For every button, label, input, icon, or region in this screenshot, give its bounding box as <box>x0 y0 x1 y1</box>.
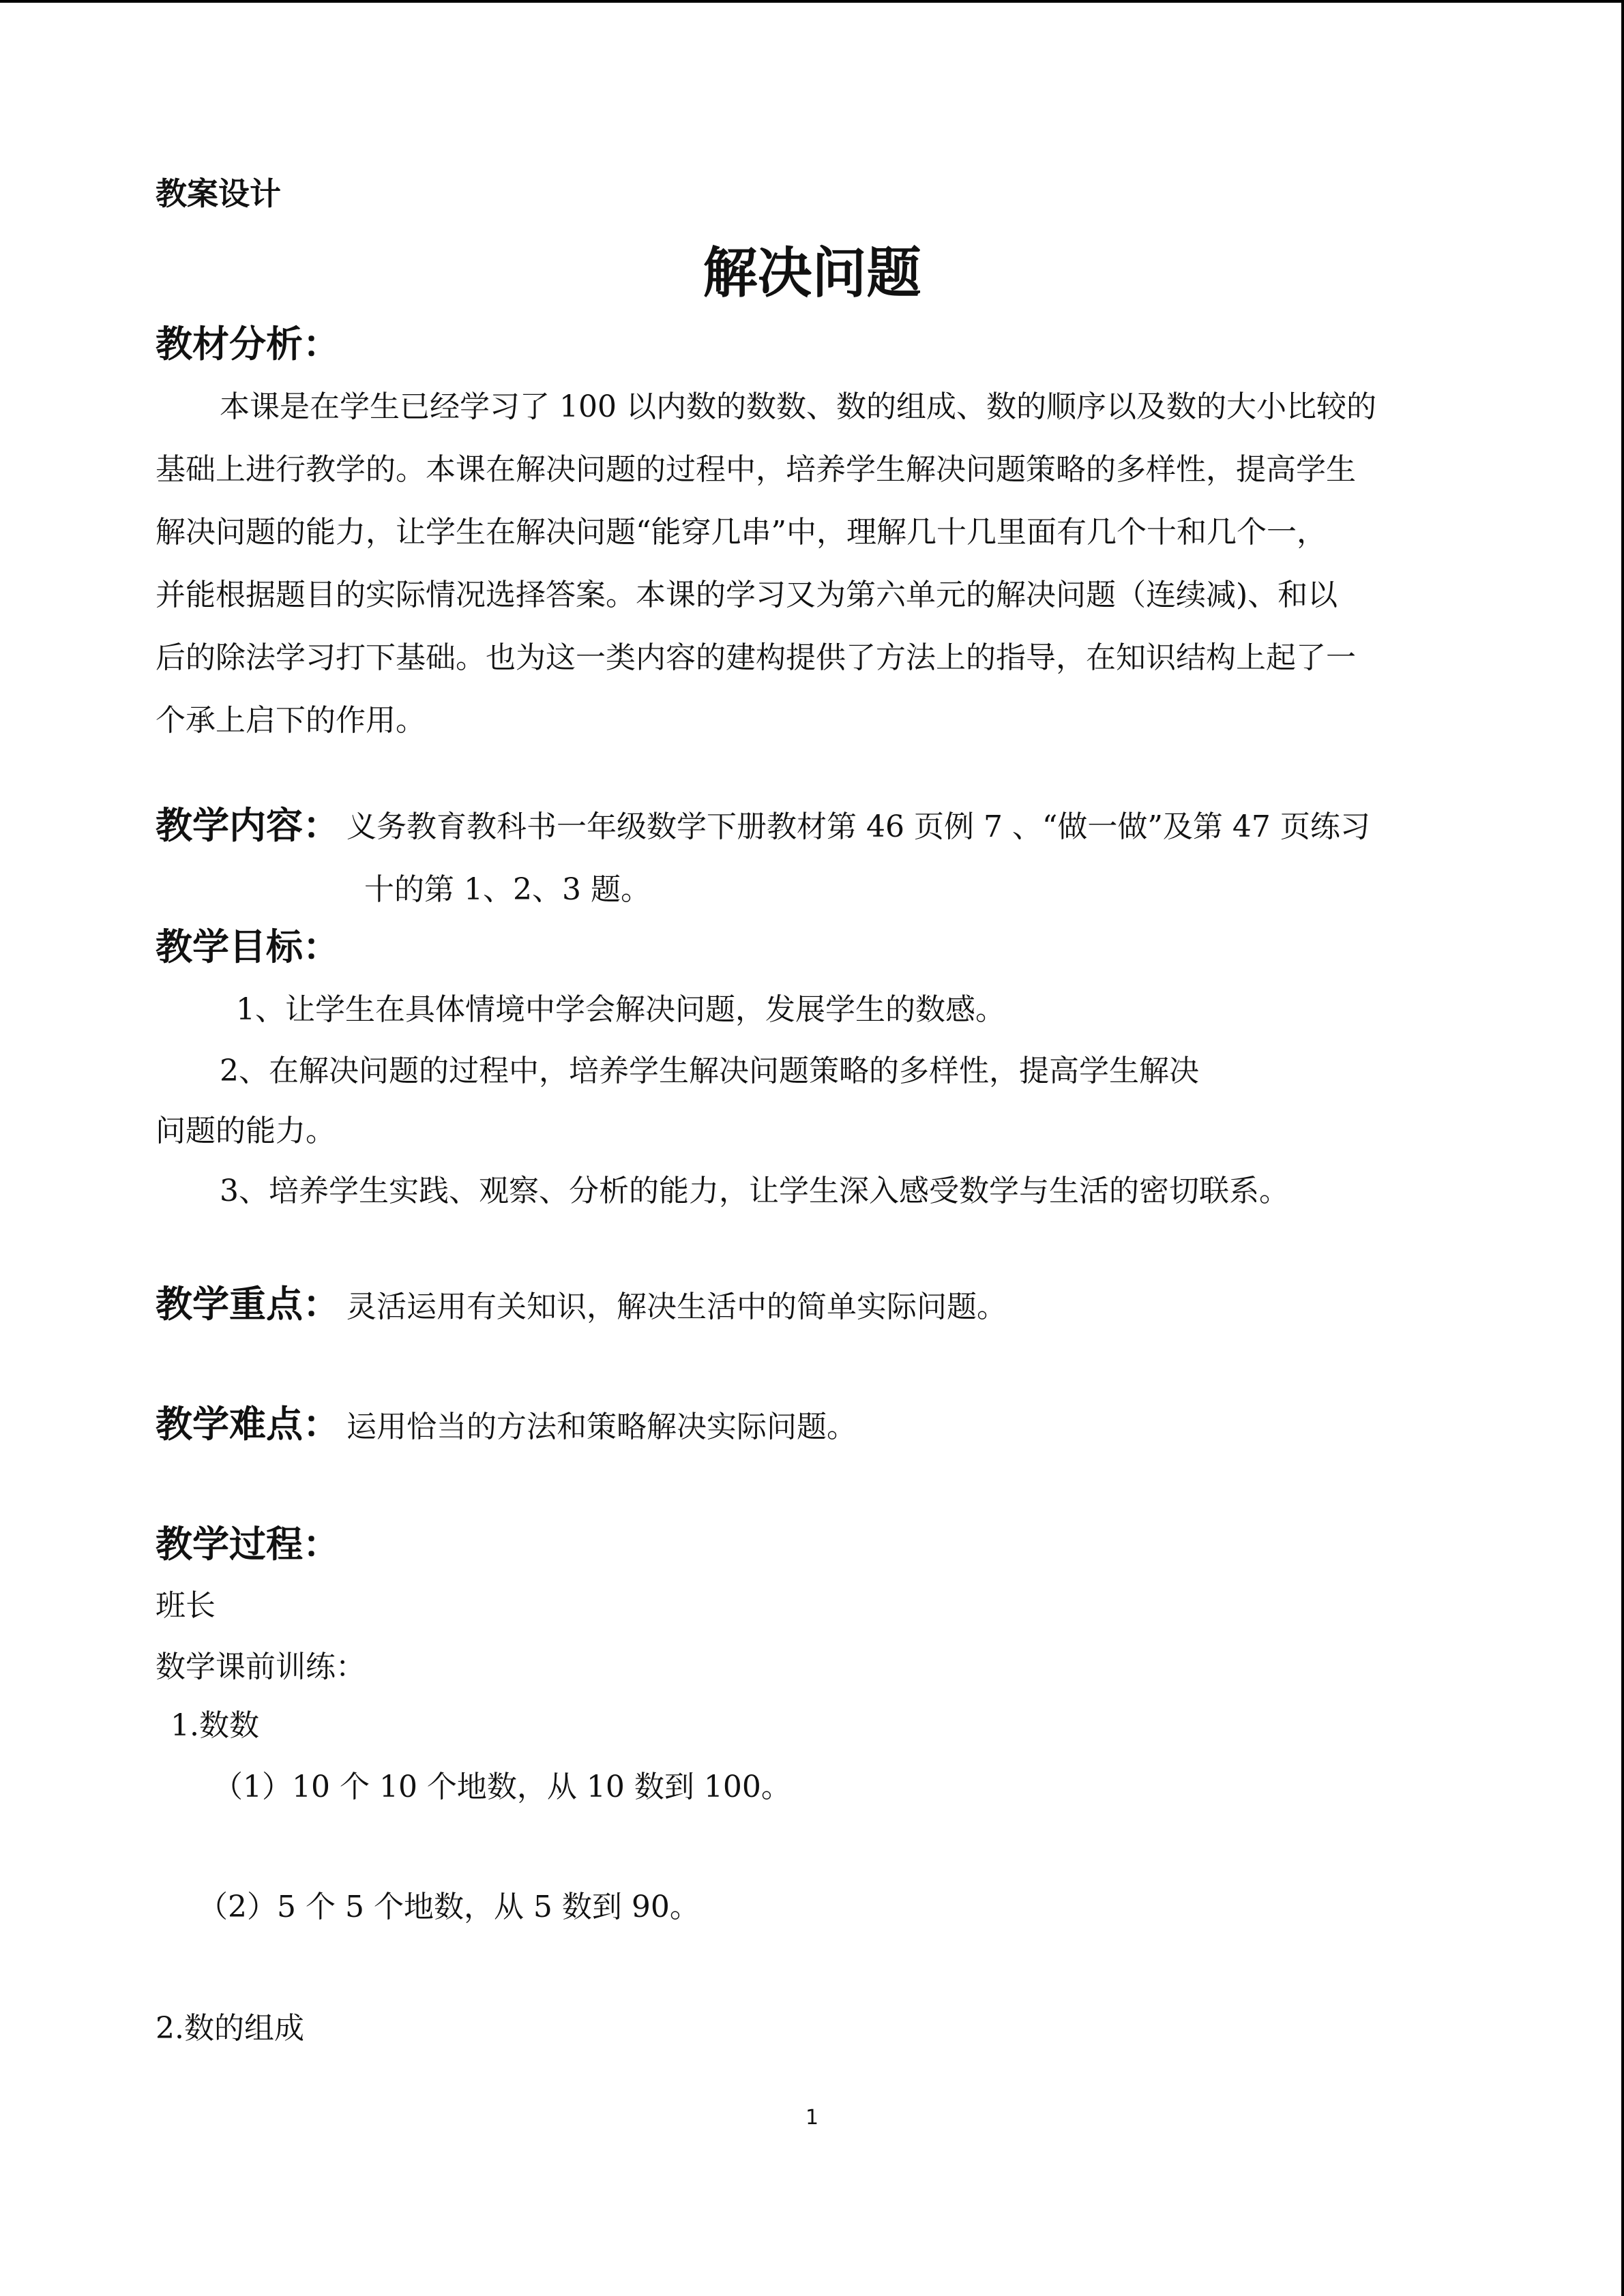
analysis-line: 本课是在学生已经学习了 100 以内数的数数、数的组成、数的顺序以及数的大小比较的 <box>220 389 1376 424</box>
process-line: 班长 <box>156 1588 216 1623</box>
page-number: 1 <box>805 2106 819 2130</box>
analysis-line: 并能根据题目的实际情况选择答案。本课的学习又为第六单元的解决问题（连续减)、和以 <box>156 578 1338 612</box>
page-border-right <box>1621 0 1624 2296</box>
process-line: 数学课前训练： <box>156 1650 366 1684</box>
content-heading: 教学内容： <box>156 804 340 847</box>
process-line: （1）10 个 10 个地数，从 10 数到 100。 <box>213 1770 791 1804</box>
analysis-line: 后的除法学习打下基础。也为这一类内容的建构提供了方法上的指导，在知识结构上起了一 <box>156 640 1356 675</box>
difficulty-text: 运用恰当的方法和策略解决实际问题。 <box>346 1410 857 1444</box>
difficulty-heading: 教学难点： <box>156 1403 340 1446</box>
goals-heading: 教学目标： <box>156 925 340 968</box>
goal-item: 3、培养学生实践、观察、分析的能力，让学生深入感受数学与生活的密切联系。 <box>220 1174 1289 1208</box>
process-line: 1.数数 <box>171 1708 259 1743</box>
content-line: 义务教育教科书一年级数学下册教材第 46 页例 7 、“做一做”及第 47 页练习 <box>346 809 1370 844</box>
analysis-line: 个承上启下的作用。 <box>156 703 426 738</box>
analysis-line: 基础上进行教学的。本课在解决问题的过程中，培养学生解决问题策略的多样性，提高学生 <box>156 452 1356 487</box>
analysis-heading: 教材分析： <box>156 323 340 366</box>
analysis-line: 解决问题的能力，让学生在解决问题“能穿几串”中，理解几十几里面有几个十和几个一， <box>156 515 1327 550</box>
goal-item: 2、在解决问题的过程中，培养学生解决问题策略的多样性，提高学生解决 <box>220 1054 1199 1088</box>
key-point-text: 灵活运用有关知识，解决生活中的简单实际问题。 <box>346 1289 1007 1324</box>
doc-label: 教案设计 <box>156 175 281 212</box>
page-border-top <box>0 0 1624 3</box>
process-line: （2）5 个 5 个地数，从 5 数到 90。 <box>198 1890 700 1924</box>
key-point-heading: 教学重点： <box>156 1283 340 1326</box>
goal-item: 1、让学生在具体情境中学会解决问题，发展学生的数感。 <box>236 992 1005 1027</box>
content-line: 十的第 1、2、3 题。 <box>364 872 651 907</box>
page-title: 解决问题 <box>703 241 921 305</box>
goal-item: 问题的能力。 <box>156 1114 336 1148</box>
process-heading: 教学过程： <box>156 1523 340 1566</box>
process-line: 2.数的组成 <box>156 2011 304 2046</box>
